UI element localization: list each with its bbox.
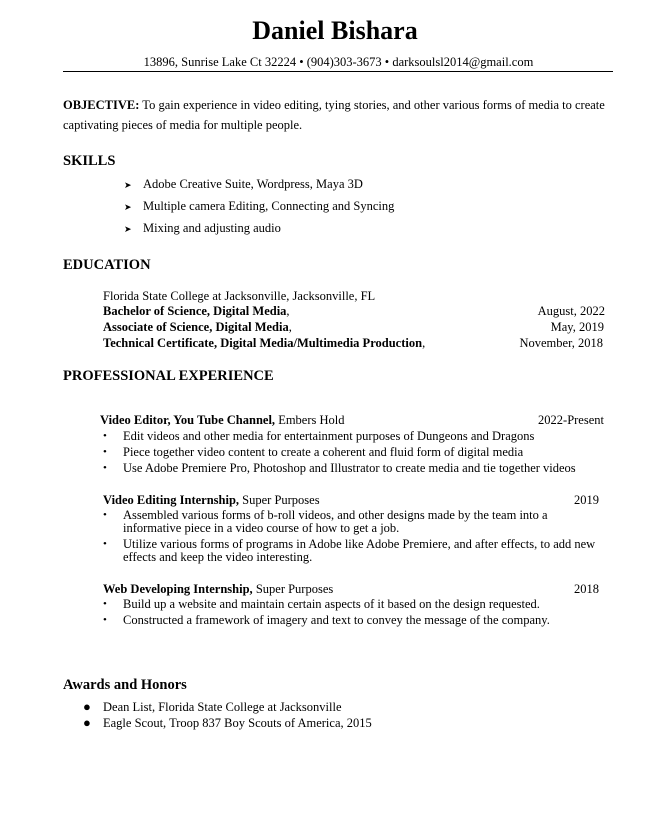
bullet-dot-icon: • (103, 462, 107, 474)
degree-title: Associate of Science, Digital Media, (103, 320, 292, 334)
job-bullet: • Piece together video content to create a coherent and fluid form of digital media (103, 445, 524, 459)
objective-text: To gain experience in video editing, tying stories, and other various forms of media to create captivating pieces of media for multiple people. (63, 98, 605, 132)
school-line: Florida State College at Jacksonville, Jacksonville, FL (103, 289, 376, 303)
bullet-dot-icon: • (103, 509, 107, 521)
award-item: ● Eagle Scout, Troop 837 Boy Scouts of America, 2015 (83, 715, 372, 730)
degree-date: August, 2022 (537, 304, 605, 318)
job-bullet: • Use Adobe Premiere Pro, Photoshop and Illustrator to create media and tie together videos (103, 461, 576, 475)
job-title: Video Editor, You Tube Channel, Embers Hold (100, 413, 345, 427)
bullet-dot-icon: • (103, 538, 107, 550)
skill-item: ➤ Mixing and adjusting audio (124, 221, 281, 235)
job-date: 2018 (574, 582, 599, 596)
awards-heading: Awards and Honors (63, 677, 187, 693)
job-bullet: • Constructed a framework of imagery and text to convey the message of the company. (103, 613, 550, 627)
job-date: 2022-Present (538, 413, 604, 427)
objective-paragraph (63, 95, 613, 135)
arrow-bullet-icon: ➤ (124, 202, 132, 212)
job-title: Web Developing Internship, Super Purposes (103, 582, 334, 596)
header-divider (63, 71, 613, 72)
job-date: 2019 (574, 493, 599, 507)
degree-date: November, 2018 (519, 336, 603, 350)
arrow-bullet-icon: ➤ (124, 180, 132, 190)
bullet-dot-icon: • (103, 598, 107, 610)
contact-line: 13896, Sunrise Lake Ct 32224 • (904)303-3673 • darksoulsl2014@gmail.com (143, 55, 534, 69)
job-bullet: • Assembled various forms of b-roll videos, and other designs made by the team into a informative piece in a video course of how to get a job. (103, 508, 548, 535)
job-bullet: • Edit videos and other media for entertainment purposes of Dungeons and Dragons (103, 429, 535, 443)
bullet-dot-icon: • (103, 614, 107, 626)
job-bullet: • Build up a website and maintain certain aspects of it based on the design requested. (103, 597, 540, 611)
skills-heading: SKILLS (63, 153, 116, 169)
arrow-bullet-icon: ➤ (124, 224, 132, 234)
bullet-dot-icon: • (103, 446, 107, 458)
bullet-dot-icon: • (103, 430, 107, 442)
award-item: ● Dean List, Florida State College at Jacksonville (83, 699, 342, 714)
bullet-dot-icon: ● (83, 699, 91, 714)
degree-date: May, 2019 (550, 320, 604, 334)
degree-title: Technical Certificate, Digital Media/Multimedia Production, (103, 336, 426, 350)
skill-item: ➤ Adobe Creative Suite, Wordpress, Maya 3D (124, 177, 363, 191)
education-heading: EDUCATION (63, 257, 151, 273)
degree-title: Bachelor of Science, Digital Media, (103, 304, 290, 318)
skill-item: ➤ Multiple camera Editing, Connecting and Syncing (124, 199, 395, 213)
experience-heading: PROFESSIONAL EXPERIENCE (63, 368, 274, 384)
objective-label: OBJECTIVE: (63, 98, 140, 112)
resume-name: Daniel Bishara (252, 16, 418, 45)
bullet-dot-icon: ● (83, 715, 91, 730)
job-bullet: • Utilize various forms of programs in Adobe like Adobe Premiere, and after effects, to add new effects and keep the video interesting. (103, 537, 596, 564)
job-title: Video Editing Internship, Super Purposes (103, 493, 320, 507)
